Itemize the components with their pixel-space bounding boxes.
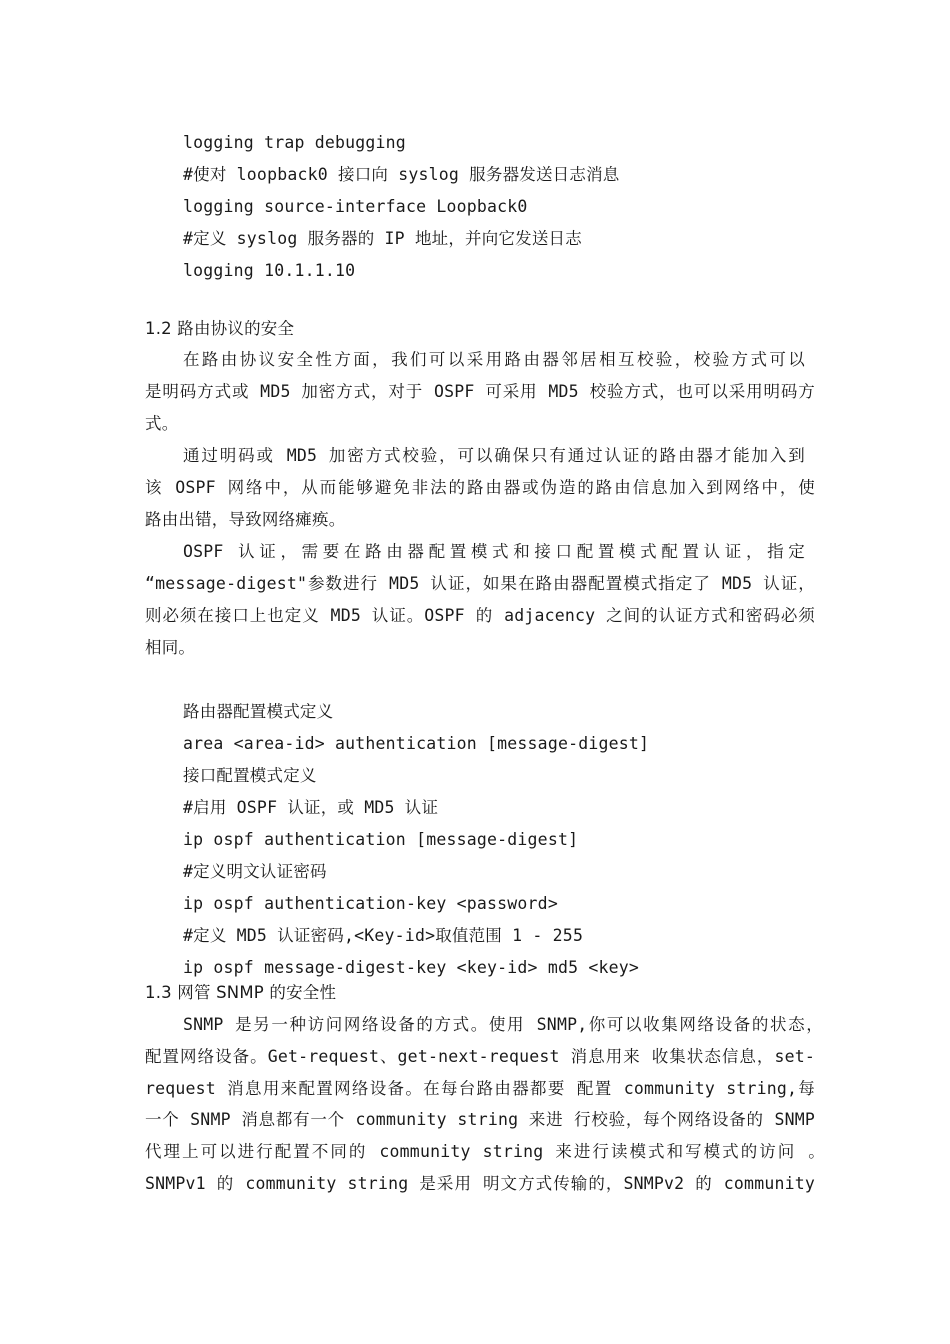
paragraph-line: “message-digest"参数进行 MD5 认证，如果在路由器配置模式指定了 MD5 认证， xyxy=(145,574,815,593)
code-line: ip ospf authentication-key <password> xyxy=(183,894,558,913)
code-comment: #使对 loopback0 接口向 syslog 服务器发送日志消息 xyxy=(183,165,620,184)
code-line: ip ospf message-digest-key <key-id> md5 <key> xyxy=(183,958,640,977)
paragraph-line: SNMPv1 的 community string 是采用 明文方式传输的，SNMPv2 的 community xyxy=(145,1174,815,1193)
paragraph-line: 通过明码或 MD5 加密方式校验，可以确保只有通过认证的路由器才能加入到 xyxy=(183,446,805,465)
paragraph-line: 该 OSPF 网络中，从而能够避免非法的路由器或伪造的路由信息加入到网络中，使 xyxy=(145,478,815,497)
code-line: logging trap debugging xyxy=(183,133,406,152)
code-line: logging 10.1.1.10 xyxy=(183,261,356,280)
paragraph-line: 一个 SNMP 消息都有一个 community string 来进 行校验，每个网络设备的 SNMP xyxy=(145,1110,815,1129)
code-comment: #启用 OSPF 认证，或 MD5 认证 xyxy=(183,798,439,817)
paragraph-line: 相同。 xyxy=(145,638,196,657)
code-line: logging source-interface Loopback0 xyxy=(183,197,528,216)
code-line: area <area-id> authentication [message-digest] xyxy=(183,734,650,753)
paragraph-line: SNMP 是另一种访问网络设备的方式。使用 SNMP,你可以收集网络设备的状态， xyxy=(183,1015,823,1034)
paragraph-line: 是明码方式或 MD5 加密方式，对于 OSPF 可采用 MD5 校验方式，也可以采用明码方 xyxy=(145,382,815,401)
code-comment: #定义 MD5 认证密码,<Key-id>取值范围 1 - 255 xyxy=(183,926,584,945)
paragraph-line: 配置网络设备。Get-request、get-next-request 消息用来 收集状态信息，set- xyxy=(145,1047,815,1066)
section-heading-1-2: 1.2 路由协议的安全 xyxy=(145,319,295,338)
paragraph-line: 式。 xyxy=(145,414,179,433)
code-line: ip ospf authentication [message-digest] xyxy=(183,830,579,849)
paragraph-line: OSPF 认证，需要在路由器配置模式和接口配置模式配置认证，指定 xyxy=(183,542,805,561)
code-comment: #定义 syslog 服务器的 IP 地址，并向它发送日志 xyxy=(183,229,582,248)
paragraph-line: request 消息用来配置网络设备。在每台路由器都要 配置 community string,每 xyxy=(145,1079,815,1098)
paragraph-line: 则必须在接口上也定义 MD5 认证。OSPF 的 adjacency 之间的认证方式和密码必须 xyxy=(145,606,815,625)
paragraph-line: 路由出错，导致网络瘫痪。 xyxy=(145,510,346,529)
paragraph-line: 代理上可以进行配置不同的 community string 来进行读模式和写模式的访问 。 xyxy=(145,1142,825,1161)
section-heading-1-3: 1.3 网管 SNMP 的安全性 xyxy=(145,983,337,1002)
code-label: 接口配置模式定义 xyxy=(183,766,317,785)
code-comment: #定义明文认证密码 xyxy=(183,862,327,881)
code-label: 路由器配置模式定义 xyxy=(183,702,334,721)
paragraph-line: 在路由协议安全性方面，我们可以采用路由器邻居相互校验，校验方式可以 xyxy=(183,350,805,369)
